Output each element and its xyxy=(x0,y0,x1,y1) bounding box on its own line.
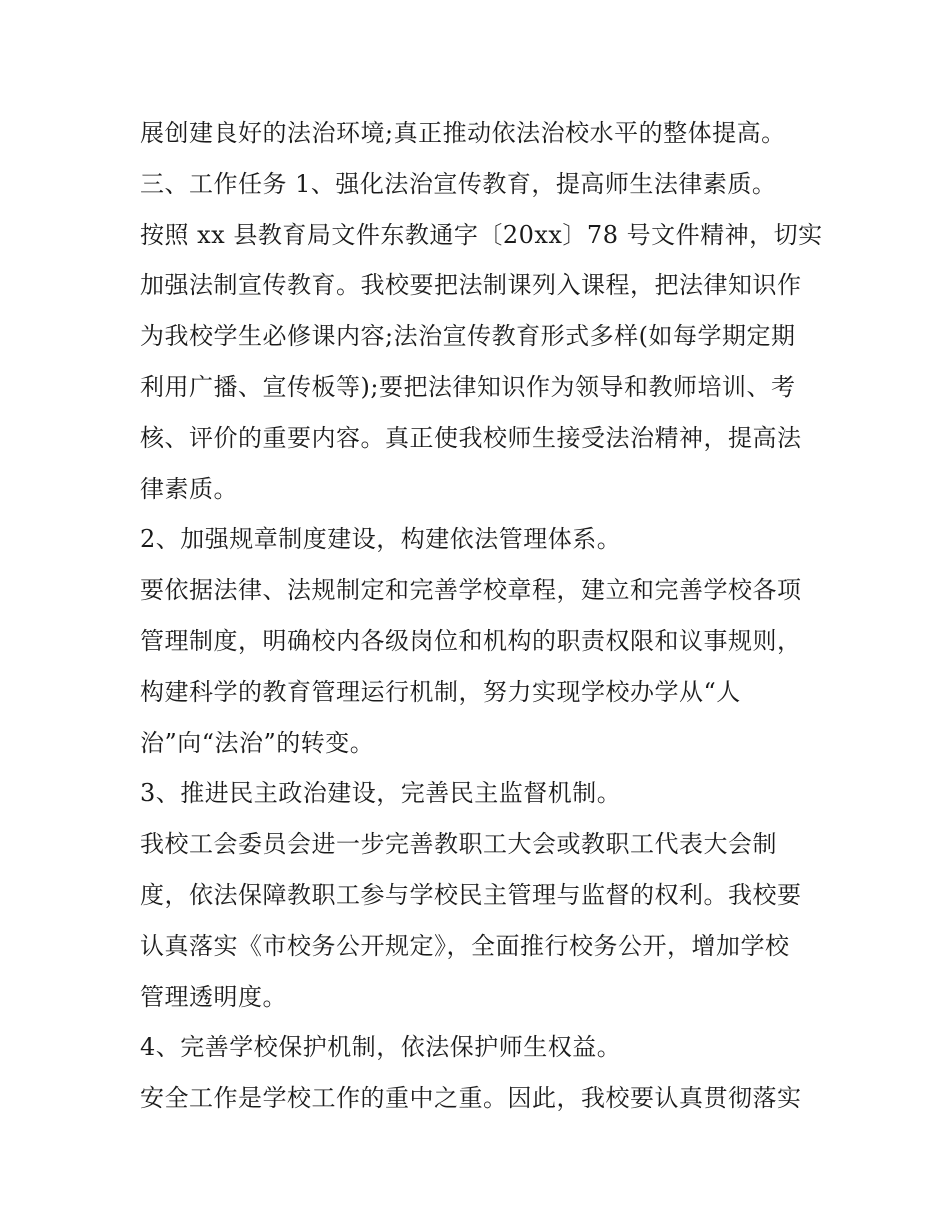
text-line: 律素质。 xyxy=(140,474,238,503)
item-heading-line: 2、加强规章制度建设，构建依法管理体系。 xyxy=(140,525,622,554)
text-line: 认真落实《市校务公开规定》，全面推行校务公开，增加学校 xyxy=(140,931,790,960)
text-line: 核、评价的重要内容。真正使我校师生接受法治精神，提高法 xyxy=(140,423,802,452)
text-line: 安全工作是学校工作的重中之重。因此，我校要认真贯彻落实 xyxy=(140,1084,802,1113)
text-line: 构建科学的教育管理运行机制，努力实现学校办学从“人 xyxy=(140,677,741,706)
text-line: 按照 xx 县教育局文件东教通字〔20xx〕78 号文件精神，切实 xyxy=(140,220,823,249)
item-heading-line: 3、推进民主政治建设，完善民主监督机制。 xyxy=(140,779,622,808)
text-line: 要依据法律、法规制定和完善学校章程，建立和完善学校各项 xyxy=(140,576,802,605)
section-heading-line: 三、工作任务 1、强化法治宣传教育，提高师生法律素质。 xyxy=(140,169,777,198)
item-heading-line: 4、完善学校保护机制，依法保护师生权益。 xyxy=(140,1033,622,1062)
text-line: 管理制度，明确校内各级岗位和机构的职责权限和议事规则， xyxy=(140,626,802,655)
text-line: 管理透明度。 xyxy=(140,982,287,1011)
text-line: 度，依法保障教职工参与学校民主管理与监督的权利。我校要 xyxy=(140,880,802,909)
text-line: 利用广播、宣传板等);要把法律知识作为领导和教师培训、考 xyxy=(140,372,796,401)
document-body xyxy=(140,108,830,1124)
text-line: 加强法制宣传教育。我校要把法制课列入课程，把法律知识作 xyxy=(140,271,802,300)
text-line: 展创建良好的法治环境;真正推动依法治校水平的整体提高。 xyxy=(140,119,786,147)
text-line: 为我校学生必修课内容;法治宣传教育形式多样(如每学期定期 xyxy=(140,322,796,351)
text-line: 治”向“法治”的转变。 xyxy=(140,728,375,757)
text-line: 我校工会委员会进一步完善教职工大会或教职工代表大会制 xyxy=(140,830,777,859)
